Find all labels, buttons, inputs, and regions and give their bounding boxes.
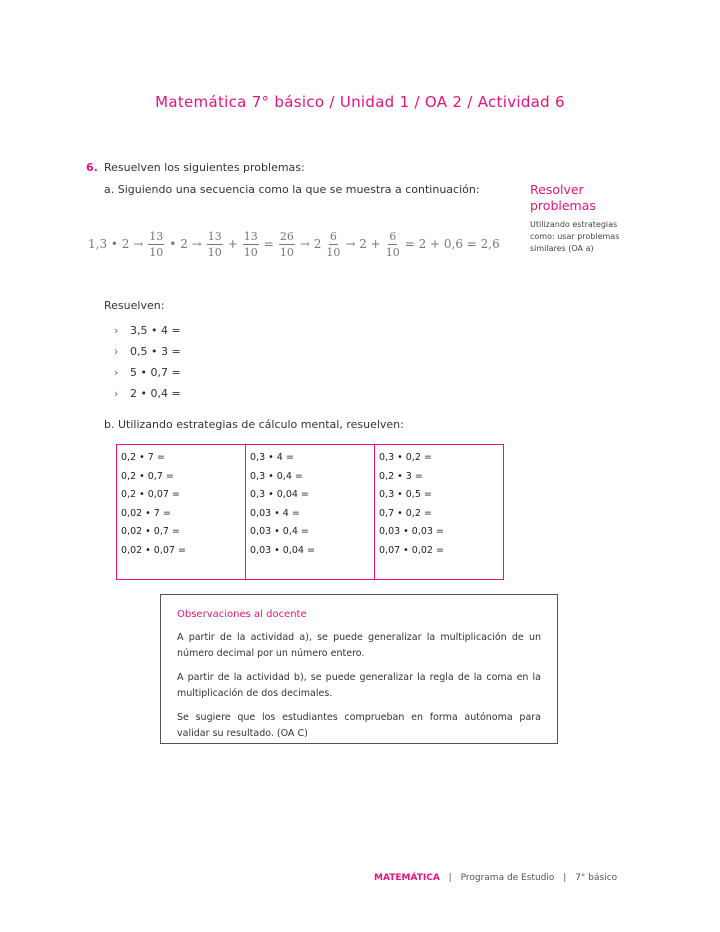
table-cell: 0,07 • 0,02 =	[379, 544, 444, 556]
seq-term: • 2 →	[169, 237, 202, 251]
table-cell: 0,02 • 0,07 =	[121, 544, 186, 556]
resuelven-label: Resuelven:	[104, 299, 165, 312]
table-cell: 0,3 • 0,04 =	[250, 489, 309, 500]
table-cell: 0,3 • 0,4 =	[250, 470, 303, 482]
table-column	[375, 445, 504, 580]
chevron-right-icon: ›	[114, 387, 119, 400]
table-cell: 0,3 • 0,5 =	[379, 489, 432, 500]
table-cell: 0,2 • 3 =	[379, 470, 423, 482]
table-cell: 0,7 • 0,2 =	[379, 507, 432, 519]
example-sequence	[86, 226, 502, 262]
exercise-list	[114, 320, 181, 404]
table-cell: 0,2 • 7 =	[121, 452, 165, 463]
list-item: › 2 • 0,4 =	[114, 387, 181, 400]
table-cell: 0,02 • 0,7 =	[121, 526, 180, 537]
seq-fraction: $\frac{6}{10}$	[385, 229, 400, 259]
observation-paragraph: Se sugiere que los estudiantes comprueban en forma autónoma para validar su resultado. (OA C)	[177, 712, 541, 739]
table-cell: 0,03 • 0,03 =	[379, 526, 444, 537]
chevron-right-icon: ›	[114, 345, 119, 358]
observation-paragraph: A partir de la actividad b), se puede generalizar la regla de la coma en la multiplicación de dos decimales.	[177, 672, 541, 699]
table-column	[117, 445, 246, 580]
seq-fraction: $\frac{6}{10}$	[326, 229, 341, 259]
list-item: › 3,5 • 4 =	[114, 324, 181, 337]
page-footer	[374, 873, 617, 883]
teacher-observations-box	[160, 594, 558, 744]
part-a-instruction: a. Siguiendo una secuencia como la que se muestra a continuación:	[104, 183, 480, 196]
list-item: › 5 • 0,7 =	[114, 366, 181, 379]
table-cell: 0,2 • 0,7 =	[121, 470, 174, 482]
seq-fraction: $\frac{13}{10}$	[149, 229, 164, 259]
footer-grade: 7° básico	[575, 873, 618, 883]
table-cell: 0,03 • 0,04 =	[250, 544, 315, 556]
question-text: Resuelven los siguientes problemas:	[104, 161, 305, 174]
footer-separator: |	[563, 873, 567, 883]
sidebar-text: Utilizando estrategias como: usar problemas similares (OA a)	[530, 220, 620, 253]
seq-term: → 2 +	[345, 237, 381, 251]
list-item: › 0,5 • 3 =	[114, 345, 181, 358]
seq-term: = 2 + 0,6 = 2,6	[404, 237, 500, 251]
table-cell: 0,03 • 4 =	[250, 507, 300, 519]
seq-term: +	[227, 237, 238, 251]
table-cell: 0,2 • 0,07 =	[121, 489, 180, 500]
seq-term: 1,3 • 2 →	[88, 237, 144, 251]
table-cell: 0,3 • 0,2 =	[379, 452, 432, 463]
chevron-right-icon: ›	[114, 324, 119, 337]
chevron-right-icon: ›	[114, 366, 119, 379]
sidebar-title: Resolver problemas	[530, 182, 596, 213]
seq-fraction: $\frac{13}{10}$	[243, 229, 258, 259]
table-column	[246, 445, 375, 580]
seq-fraction: $\frac{13}{10}$	[207, 229, 222, 259]
part-b-instruction: b. Utilizando estrategias de cálculo mental, resuelven:	[104, 418, 404, 431]
footer-program: Programa de Estudio	[460, 873, 555, 883]
seq-fraction: $\frac{26}{10}$	[279, 229, 294, 259]
table-cell: 0,3 • 4 =	[250, 452, 294, 463]
question-number: 6.	[86, 161, 98, 174]
table-cell: 0,02 • 7 =	[121, 507, 171, 519]
observation-paragraph: A partir de la actividad a), se puede generalizar la multiplicación de un número decimal por un número entero.	[177, 632, 541, 659]
seq-term: → 2	[299, 237, 322, 251]
observations-title: Observaciones al docente	[177, 609, 307, 620]
footer-separator: |	[448, 873, 452, 883]
table-cell: 0,03 • 0,4 =	[250, 526, 309, 537]
footer-brand: MATEMÁTICA	[374, 873, 440, 883]
mental-math-table	[116, 444, 504, 580]
page-title: Matemática 7° básico / Unidad 1 / OA 2 / Actividad 6	[155, 93, 565, 111]
seq-term: =	[263, 237, 274, 251]
